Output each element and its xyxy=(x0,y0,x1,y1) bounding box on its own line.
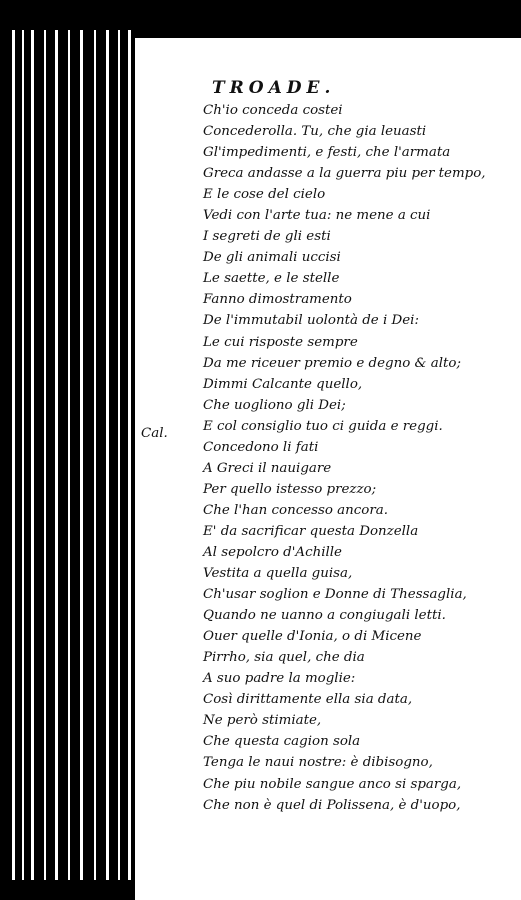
verse-line: Quando ne uanno a congiugali letti. xyxy=(203,608,446,624)
verse-line: Le cui risposte sempre xyxy=(203,334,358,350)
verse-line: Greca andasse a la guerra piu per tempo, xyxy=(203,166,486,182)
speaker-label: Cal. xyxy=(141,426,168,441)
verse-line: I segreti de gli esti xyxy=(203,229,331,245)
verse-line: Così dirittamente ella sia data, xyxy=(203,692,413,708)
verse-line: Che l'han concesso ancora. xyxy=(203,502,388,518)
verse-line: Che questa cagion sola xyxy=(203,734,361,750)
verse-line: E le cose del cielo xyxy=(203,187,326,203)
verse-line: Gl'impedimenti, e festi, che l'armata xyxy=(203,145,451,161)
verse-line: A suo padre la moglie: xyxy=(203,671,356,687)
verse-line: Fanno dimostramento xyxy=(203,292,352,308)
verse-line: De l'immutabil uolontà de i Dei: xyxy=(203,313,419,329)
verse-line: Ouer quelle d'Ionia, o di Micene xyxy=(203,629,422,645)
verse-line: Ch'io conceda costei xyxy=(203,103,343,118)
verse-line: Che uogliono gli Dei; xyxy=(203,397,346,413)
verse-line: Che non è quel di Polissena, è d'uopo, xyxy=(203,797,461,813)
verse-line: Tenga le naui nostre: è dibisogno, xyxy=(203,755,433,771)
verse-line: Al sepolcro d'Achille xyxy=(203,544,342,560)
verse-line: Concedono li fati xyxy=(203,439,319,455)
verse-line: Ne però stimiate, xyxy=(203,713,322,729)
verse-line: Che piu nobile sangue anco si sparga, xyxy=(203,776,462,792)
verse-line: Vestita a quella guisa, xyxy=(203,566,353,582)
verse-line: Concederolla. Tu, che gia leuasti xyxy=(203,124,427,140)
verse-line: Pirrho, sia quel, che dia xyxy=(203,650,365,666)
verse-line: Dimmi Calcante quello, xyxy=(203,376,363,392)
verse-line: E' da sacrificar questa Donzella xyxy=(203,523,419,539)
verse-line: Vedi con l'arte tua: ne mene a cui xyxy=(203,208,431,224)
verse-line: E col consiglio tuo ci guida e reggi. xyxy=(203,418,443,434)
verse-line: Ch'usar soglion e Donne di Thessaglia, xyxy=(203,587,467,603)
running-head: TROADE. xyxy=(212,78,336,98)
verse-lines xyxy=(203,100,486,816)
verse-line: Le saette, e le stelle xyxy=(203,271,340,287)
book-page-edges xyxy=(0,0,140,900)
verse-line: A Greci il nauigare xyxy=(203,460,332,476)
verse-line: Per quello istesso prezzo; xyxy=(203,481,377,497)
verse-line: Da me riceuer premio e degno & alto; xyxy=(203,355,461,371)
verse-line: De gli animali uccisi xyxy=(203,250,341,266)
